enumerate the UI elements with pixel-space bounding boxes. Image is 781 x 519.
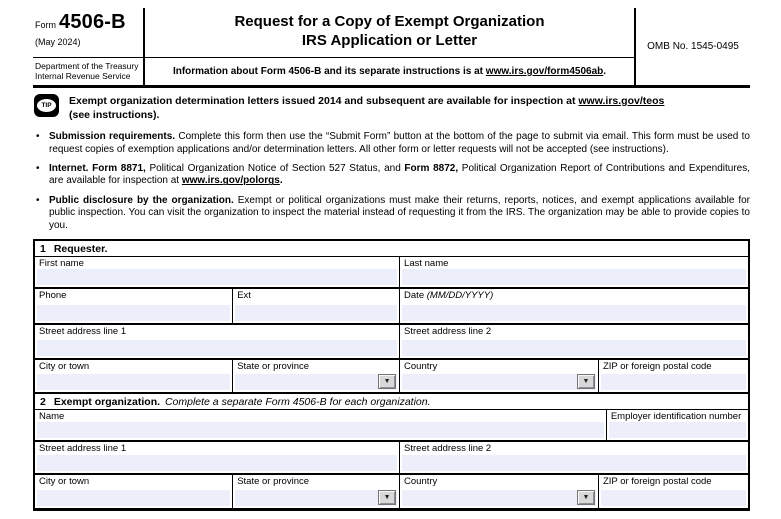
bullet-marker: • — [36, 163, 40, 175]
section-1-title: Requester. — [53, 242, 108, 255]
bullet-1-lead: Submission requirements. — [49, 131, 176, 143]
organization-city-row — [35, 475, 748, 508]
section-1-heading — [35, 241, 748, 257]
requester-country-field — [400, 360, 599, 392]
section-2-number: 2 — [40, 395, 46, 408]
requester-state-dropdown-button[interactable] — [378, 374, 396, 389]
requester-street1-field — [35, 325, 400, 358]
agency-block — [33, 57, 143, 85]
zip-label: ZIP or foreign postal code — [602, 361, 712, 373]
section-1-number: 1 — [40, 242, 46, 255]
bullet-3-body: Exempt or political organizations must make their returns, reports, notices, and exempt applications available for public inspection. You can visit the organization to inspect the material instead of requesting it from the IRS. The organization may be able to provide copies to you. — [49, 194, 751, 231]
form-info-line: Information about Form 4506-B and its separate instructions is at www.irs.gov/form4506ab. — [145, 57, 634, 85]
bullet-marker: • — [36, 131, 40, 143]
requester-name-row — [35, 257, 748, 289]
organization-zip-input[interactable] — [601, 490, 746, 506]
omb-number-block — [636, 8, 750, 85]
agency-line-1: Department of the Treasury — [35, 61, 139, 71]
last-name-label: Last name — [404, 258, 449, 270]
section-2-title: Exempt organization. — [53, 395, 161, 408]
date-format-hint: (MM/DD/YYYY) — [426, 290, 494, 302]
organization-country-dropdown-button[interactable] — [577, 490, 595, 505]
form-title-line-2: IRS Application or Letter — [301, 31, 478, 49]
form-title — [145, 8, 634, 57]
bullet-2-lead: Internet. Form 8871, — [49, 163, 146, 175]
tip-section — [33, 94, 750, 122]
state-label: State or province — [237, 476, 310, 488]
form-number: 4506-B — [59, 11, 126, 33]
tip-icon-label: TIP — [37, 99, 56, 112]
organization-name-row — [35, 410, 748, 442]
organization-zip-field — [599, 475, 748, 508]
organization-country-field — [400, 475, 599, 508]
organization-city-input[interactable] — [37, 490, 230, 506]
omb-number: OMB No. 1545-0495 — [647, 41, 739, 52]
street1-label: Street address line 1 — [39, 326, 127, 338]
city-label: City or town — [39, 361, 90, 373]
organization-country-input[interactable] — [402, 490, 596, 506]
organization-name-label: Name — [39, 411, 65, 423]
agency-line-2: Internal Revenue Service — [35, 71, 131, 82]
organization-name-input[interactable] — [37, 422, 604, 438]
requester-state-input[interactable] — [235, 374, 397, 390]
organization-state-dropdown-button[interactable] — [378, 490, 396, 505]
organization-street-row — [35, 442, 748, 475]
ext-input[interactable] — [235, 305, 397, 321]
form-number-block — [33, 8, 145, 85]
tip-text-line-2: (see instructions). — [69, 108, 160, 121]
bullet-public-disclosure — [33, 195, 750, 232]
polorgs-link[interactable]: www.irs.gov/polorgs — [181, 175, 280, 187]
form-word: Form — [35, 20, 56, 30]
chevron-down-icon: ▼ — [582, 378, 590, 386]
requester-street-row — [35, 325, 748, 360]
phone-field — [35, 289, 233, 323]
bullet-3-lead: Public disclosure by the organization. — [49, 194, 234, 206]
ext-label: Ext — [237, 290, 251, 302]
requester-state-field — [233, 360, 400, 392]
street2-label: Street address line 2 — [404, 443, 492, 455]
tip-icon — [34, 94, 59, 117]
requester-street2-field — [400, 325, 748, 358]
ext-field — [233, 289, 400, 323]
organization-street1-field — [35, 442, 400, 473]
teos-link[interactable]: www.irs.gov/teos — [578, 95, 665, 107]
bullet-marker: • — [36, 194, 40, 206]
ein-label: Employer identification number — [610, 411, 742, 423]
bullet-submission-requirements — [33, 131, 750, 156]
organization-street2-field — [400, 442, 748, 473]
requester-phone-row — [35, 289, 748, 325]
requester-city-field — [35, 360, 233, 392]
requester-zip-field — [599, 360, 748, 392]
date-label: Date — [404, 290, 425, 302]
ein-field — [607, 410, 748, 440]
organization-street2-input[interactable] — [402, 455, 746, 471]
form-revision-date: (May 2024) — [35, 37, 81, 47]
requester-street2-input[interactable] — [402, 340, 746, 356]
requester-city-row — [35, 360, 748, 394]
phone-input[interactable] — [37, 305, 230, 321]
form-title-block — [145, 8, 636, 85]
tip-text: Exempt organization determination letters issued 2014 and subsequent are available for inspection at www.irs.gov/teos (see instructions). — [69, 95, 665, 121]
country-label: Country — [404, 361, 438, 373]
form4506ab-link[interactable]: www.irs.gov/form4506ab — [485, 66, 604, 77]
last-name-field — [400, 257, 748, 287]
street1-label: Street address line 1 — [39, 443, 127, 455]
first-name-label: First name — [39, 258, 84, 270]
form-header — [33, 8, 750, 88]
form-fields-table — [33, 239, 750, 511]
organization-state-field — [233, 475, 400, 508]
date-input[interactable] — [402, 305, 746, 321]
chevron-down-icon: ▼ — [383, 378, 391, 386]
first-name-field — [35, 257, 400, 287]
date-field — [400, 289, 748, 323]
form-title-line-1: Request for a Copy of Exempt Organization — [234, 13, 545, 30]
requester-zip-input[interactable] — [601, 374, 746, 390]
organization-name-field — [35, 410, 607, 440]
section-2-heading — [35, 394, 748, 410]
ein-input[interactable] — [609, 422, 746, 438]
phone-label: Phone — [39, 290, 67, 302]
street2-label: Street address line 2 — [404, 326, 492, 338]
bullet-internet: • Internet. Form 8871, Political Organization Notice of Section 527 Status, and Form 8872, Political Organization Report of Contributions and Expenditures, are available for inspection at www.irs.gov/polorgs. — [33, 163, 750, 188]
requester-city-input[interactable] — [37, 374, 230, 390]
state-label: State or province — [237, 361, 310, 373]
info-text: Information about Form 4506-B and its separate instructions is at — [172, 66, 486, 77]
last-name-input[interactable] — [402, 269, 746, 285]
requester-country-dropdown-button[interactable] — [577, 374, 595, 389]
first-name-input[interactable] — [37, 269, 397, 285]
country-label: Country — [404, 476, 438, 488]
chevron-down-icon: ▼ — [582, 494, 590, 502]
organization-city-field — [35, 475, 233, 508]
organization-street1-input[interactable] — [37, 455, 397, 471]
bullet-1-body: Complete this form then use the “Submit Form” button at the bottom of the page to submit via email. This form must be used to request copies of exemption applications and/or determination letters. All other form or letter requests will not be accepted (see instructions). — [49, 131, 750, 155]
city-label: City or town — [39, 476, 90, 488]
requester-street1-input[interactable] — [37, 340, 397, 356]
zip-label: ZIP or foreign postal code — [602, 476, 712, 488]
instructions-list — [33, 131, 750, 232]
chevron-down-icon: ▼ — [383, 494, 391, 502]
requester-country-input[interactable] — [402, 374, 596, 390]
organization-state-input[interactable] — [235, 490, 397, 506]
section-2-subtitle: Complete a separate Form 4506-B for each organization. — [164, 395, 431, 408]
